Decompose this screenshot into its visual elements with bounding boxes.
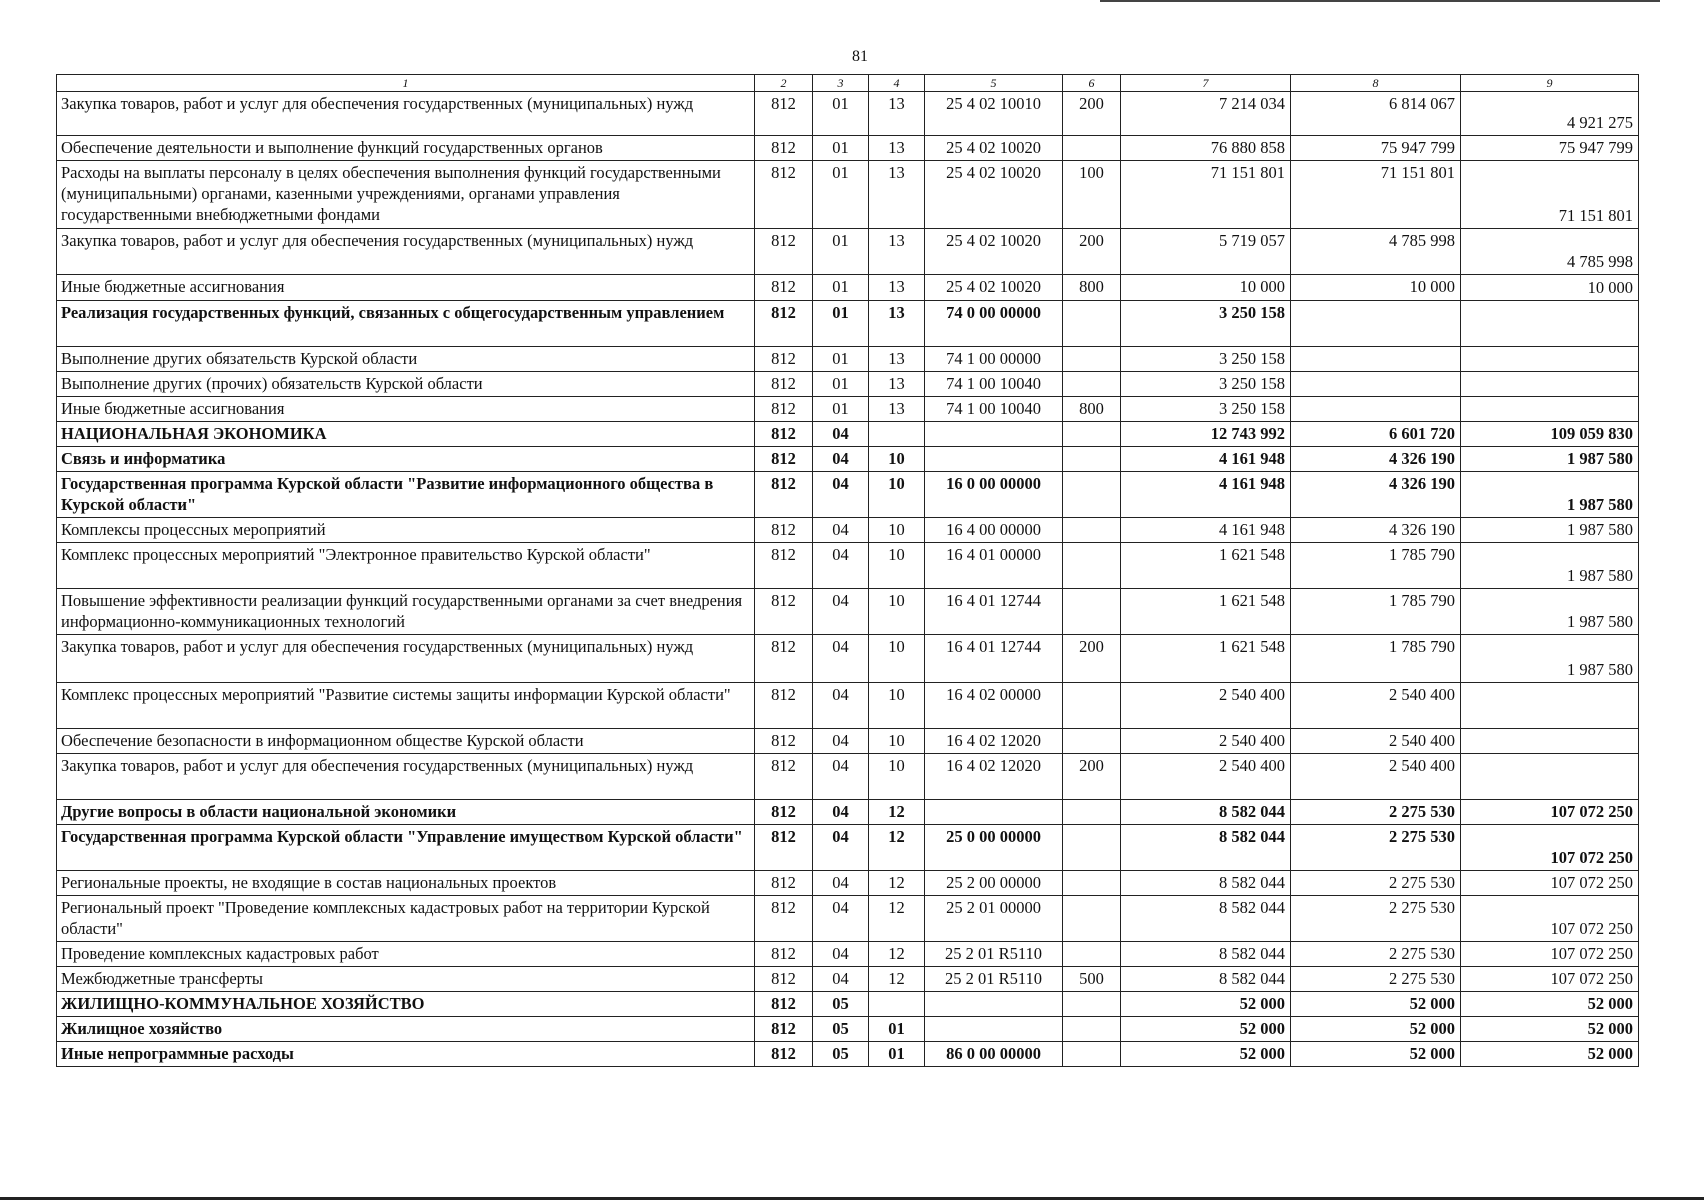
row-name-cell: Выполнение других (прочих) обязательств Курской области xyxy=(57,372,755,397)
subsection-code-cell: 12 xyxy=(869,800,925,825)
subsection-code-cell: 10 xyxy=(869,447,925,472)
column-header: 9 xyxy=(1461,75,1639,92)
column-header: 7 xyxy=(1121,75,1291,92)
expense-type-cell xyxy=(1063,896,1121,942)
expense-type-cell xyxy=(1063,589,1121,635)
amount-col8-cell: 52 000 xyxy=(1291,992,1461,1017)
amount-col7-cell: 2 540 400 xyxy=(1121,683,1291,729)
expense-type-cell xyxy=(1063,992,1121,1017)
target-article-cell: 74 1 00 10040 xyxy=(925,397,1063,422)
table-row xyxy=(57,275,1639,301)
section-code-cell: 04 xyxy=(813,422,869,447)
subsection-code-cell xyxy=(869,422,925,447)
amount-col7-cell: 8 582 044 xyxy=(1121,800,1291,825)
table-row xyxy=(57,871,1639,896)
amount-col8-cell xyxy=(1291,372,1461,397)
section-code-cell: 04 xyxy=(813,635,869,683)
expense-type-cell: 100 xyxy=(1063,161,1121,229)
amount-col8-cell: 2 275 530 xyxy=(1291,896,1461,942)
column-header: 2 xyxy=(755,75,813,92)
amount-col7-cell: 1 621 548 xyxy=(1121,543,1291,589)
row-name-cell: Повышение эффективности реализации функций государственными органами за счет внедрения информационно-коммуникационных технологий xyxy=(57,589,755,635)
target-article-cell: 25 2 01 00000 xyxy=(925,896,1063,942)
admin-code-cell: 812 xyxy=(755,397,813,422)
subsection-code-cell: 10 xyxy=(869,518,925,543)
subsection-code-cell: 10 xyxy=(869,543,925,589)
amount-col8-cell: 2 275 530 xyxy=(1291,871,1461,896)
subsection-code-cell: 13 xyxy=(869,347,925,372)
amount-col9-cell: 4 921 275 xyxy=(1461,92,1639,136)
admin-code-cell: 812 xyxy=(755,683,813,729)
amount-col8-cell xyxy=(1291,397,1461,422)
subsection-code-cell: 13 xyxy=(869,136,925,161)
subsection-code-cell: 13 xyxy=(869,372,925,397)
admin-code-cell: 812 xyxy=(755,1017,813,1042)
section-code-cell: 04 xyxy=(813,683,869,729)
table-row xyxy=(57,967,1639,992)
target-article-cell: 16 0 00 00000 xyxy=(925,472,1063,518)
amount-col8-cell: 2 540 400 xyxy=(1291,683,1461,729)
amount-col7-cell: 8 582 044 xyxy=(1121,896,1291,942)
admin-code-cell: 812 xyxy=(755,229,813,275)
column-header: 5 xyxy=(925,75,1063,92)
row-name-cell: Иные бюджетные ассигнования xyxy=(57,397,755,422)
amount-col8-cell: 52 000 xyxy=(1291,1042,1461,1067)
admin-code-cell: 812 xyxy=(755,347,813,372)
amount-col7-cell: 2 540 400 xyxy=(1121,729,1291,754)
amount-col8-cell: 4 326 190 xyxy=(1291,472,1461,518)
amount-col7-cell: 76 880 858 xyxy=(1121,136,1291,161)
amount-col9-cell: 107 072 250 xyxy=(1461,942,1639,967)
amount-col8-cell: 1 785 790 xyxy=(1291,543,1461,589)
row-name-cell: Жилищное хозяйство xyxy=(57,1017,755,1042)
table-row xyxy=(57,589,1639,635)
target-article-cell: 74 1 00 10040 xyxy=(925,372,1063,397)
row-name-cell: Закупка товаров, работ и услуг для обеспечения государственных (муниципальных) нужд xyxy=(57,754,755,800)
amount-col8-cell: 10 000 xyxy=(1291,275,1461,301)
page-number: 81 xyxy=(852,48,868,65)
section-code-cell: 04 xyxy=(813,754,869,800)
table-row xyxy=(57,136,1639,161)
expense-type-cell xyxy=(1063,372,1121,397)
admin-code-cell: 812 xyxy=(755,942,813,967)
row-name-cell: Обеспечение деятельности и выполнение функций государственных органов xyxy=(57,136,755,161)
row-name-cell: Межбюджетные трансферты xyxy=(57,967,755,992)
amount-col7-cell: 3 250 158 xyxy=(1121,372,1291,397)
admin-code-cell: 812 xyxy=(755,825,813,871)
expense-type-cell xyxy=(1063,136,1121,161)
admin-code-cell: 812 xyxy=(755,543,813,589)
expense-type-cell xyxy=(1063,942,1121,967)
row-name-cell: Государственная программа Курской области "Управление имуществом Курской области" xyxy=(57,825,755,871)
row-name-cell: Иные бюджетные ассигнования xyxy=(57,275,755,301)
section-code-cell: 01 xyxy=(813,275,869,301)
admin-code-cell: 812 xyxy=(755,635,813,683)
section-code-cell: 01 xyxy=(813,372,869,397)
column-header: 8 xyxy=(1291,75,1461,92)
target-article-cell: 16 4 01 00000 xyxy=(925,543,1063,589)
column-header: 6 xyxy=(1063,75,1121,92)
amount-col9-cell: 4 785 998 xyxy=(1461,229,1639,275)
amount-col9-cell: 107 072 250 xyxy=(1461,967,1639,992)
target-article-cell: 74 1 00 00000 xyxy=(925,347,1063,372)
amount-col7-cell: 1 621 548 xyxy=(1121,635,1291,683)
admin-code-cell: 812 xyxy=(755,161,813,229)
target-article-cell xyxy=(925,447,1063,472)
amount-col8-cell: 52 000 xyxy=(1291,1017,1461,1042)
subsection-code-cell: 10 xyxy=(869,635,925,683)
expense-type-cell xyxy=(1063,472,1121,518)
target-article-cell: 16 4 01 12744 xyxy=(925,589,1063,635)
section-code-cell: 05 xyxy=(813,992,869,1017)
row-name-cell: Комплексы процессных мероприятий xyxy=(57,518,755,543)
table-row xyxy=(57,942,1639,967)
amount-col8-cell: 2 275 530 xyxy=(1291,800,1461,825)
admin-code-cell: 812 xyxy=(755,301,813,347)
table-row xyxy=(57,825,1639,871)
section-code-cell: 01 xyxy=(813,397,869,422)
amount-col7-cell: 8 582 044 xyxy=(1121,871,1291,896)
row-name-cell: ЖИЛИЩНО-КОММУНАЛЬНОЕ ХОЗЯЙСТВО xyxy=(57,992,755,1017)
amount-col9-cell: 107 072 250 xyxy=(1461,800,1639,825)
expense-type-cell xyxy=(1063,683,1121,729)
column-header: 1 xyxy=(57,75,755,92)
section-code-cell: 04 xyxy=(813,800,869,825)
expense-type-cell: 800 xyxy=(1063,275,1121,301)
expense-type-cell xyxy=(1063,447,1121,472)
table-row xyxy=(57,683,1639,729)
section-code-cell: 04 xyxy=(813,472,869,518)
expense-type-cell xyxy=(1063,825,1121,871)
row-name-cell: Закупка товаров, работ и услуг для обеспечения государственных (муниципальных) нужд xyxy=(57,92,755,136)
amount-col9-cell: 52 000 xyxy=(1461,1042,1639,1067)
subsection-code-cell: 13 xyxy=(869,301,925,347)
admin-code-cell: 812 xyxy=(755,136,813,161)
expense-type-cell xyxy=(1063,729,1121,754)
table-row xyxy=(57,229,1639,275)
amount-col7-cell: 4 161 948 xyxy=(1121,447,1291,472)
admin-code-cell: 812 xyxy=(755,372,813,397)
expense-type-cell: 200 xyxy=(1063,754,1121,800)
row-name-cell: Комплекс процессных мероприятий "Электронное правительство Курской области" xyxy=(57,543,755,589)
admin-code-cell: 812 xyxy=(755,871,813,896)
admin-code-cell: 812 xyxy=(755,754,813,800)
expense-type-cell xyxy=(1063,422,1121,447)
amount-col9-cell: 107 072 250 xyxy=(1461,871,1639,896)
row-name-cell: Комплекс процессных мероприятий "Развитие системы защиты информации Курской области" xyxy=(57,683,755,729)
amount-col7-cell: 3 250 158 xyxy=(1121,347,1291,372)
table-row xyxy=(57,447,1639,472)
section-code-cell: 05 xyxy=(813,1042,869,1067)
admin-code-cell: 812 xyxy=(755,275,813,301)
amount-col7-cell: 7 214 034 xyxy=(1121,92,1291,136)
table-row xyxy=(57,472,1639,518)
admin-code-cell: 812 xyxy=(755,896,813,942)
admin-code-cell: 812 xyxy=(755,92,813,136)
target-article-cell: 16 4 00 00000 xyxy=(925,518,1063,543)
target-article-cell: 86 0 00 00000 xyxy=(925,1042,1063,1067)
section-code-cell: 04 xyxy=(813,896,869,942)
amount-col7-cell: 1 621 548 xyxy=(1121,589,1291,635)
expense-type-cell xyxy=(1063,347,1121,372)
amount-col8-cell: 2 540 400 xyxy=(1291,729,1461,754)
subsection-code-cell: 10 xyxy=(869,729,925,754)
subsection-code-cell: 13 xyxy=(869,275,925,301)
amount-col9-cell: 1 987 580 xyxy=(1461,472,1639,518)
section-code-cell: 01 xyxy=(813,301,869,347)
section-code-cell: 05 xyxy=(813,1017,869,1042)
amount-col9-cell: 107 072 250 xyxy=(1461,825,1639,871)
amount-col9-cell: 1 987 580 xyxy=(1461,543,1639,589)
amount-col9-cell: 75 947 799 xyxy=(1461,136,1639,161)
budget-table xyxy=(56,74,1639,1067)
amount-col8-cell: 6 814 067 xyxy=(1291,92,1461,136)
amount-col8-cell xyxy=(1291,347,1461,372)
row-name-cell: Выполнение других обязательств Курской области xyxy=(57,347,755,372)
row-name-cell: Реализация государственных функций, связанных с общегосударственным управлением xyxy=(57,301,755,347)
subsection-code-cell: 10 xyxy=(869,472,925,518)
amount-col8-cell: 75 947 799 xyxy=(1291,136,1461,161)
table-row xyxy=(57,301,1639,347)
subsection-code-cell: 01 xyxy=(869,1017,925,1042)
amount-col7-cell: 12 743 992 xyxy=(1121,422,1291,447)
row-name-cell: Связь и информатика xyxy=(57,447,755,472)
row-name-cell: Закупка товаров, работ и услуг для обеспечения государственных (муниципальных) нужд xyxy=(57,229,755,275)
column-header: 4 xyxy=(869,75,925,92)
target-article-cell xyxy=(925,992,1063,1017)
subsection-code-cell: 13 xyxy=(869,397,925,422)
expense-type-cell xyxy=(1063,1042,1121,1067)
row-name-cell: Расходы на выплаты персоналу в целях обеспечения выполнения функций государственными (муниципальными) органами, казенными учреждениями, органами управления государственными внебюджетными фондами xyxy=(57,161,755,229)
amount-col7-cell: 10 000 xyxy=(1121,275,1291,301)
section-code-cell: 01 xyxy=(813,136,869,161)
subsection-code-cell: 12 xyxy=(869,942,925,967)
admin-code-cell: 812 xyxy=(755,472,813,518)
expense-type-cell: 800 xyxy=(1063,397,1121,422)
amount-col9-cell: 52 000 xyxy=(1461,992,1639,1017)
table-row xyxy=(57,372,1639,397)
amount-col9-cell: 71 151 801 xyxy=(1461,161,1639,229)
admin-code-cell: 812 xyxy=(755,1042,813,1067)
subsection-code-cell: 10 xyxy=(869,589,925,635)
row-name-cell: Обеспечение безопасности в информационном обществе Курской области xyxy=(57,729,755,754)
target-article-cell: 25 2 01 R5110 xyxy=(925,942,1063,967)
amount-col7-cell: 8 582 044 xyxy=(1121,825,1291,871)
target-article-cell: 74 0 00 00000 xyxy=(925,301,1063,347)
table-row xyxy=(57,161,1639,229)
amount-col9-cell: 1 987 580 xyxy=(1461,635,1639,683)
amount-col7-cell: 71 151 801 xyxy=(1121,161,1291,229)
column-header-row xyxy=(57,75,1639,92)
table-row xyxy=(57,800,1639,825)
admin-code-cell: 812 xyxy=(755,518,813,543)
section-code-cell: 01 xyxy=(813,229,869,275)
subsection-code-cell: 10 xyxy=(869,754,925,800)
section-code-cell: 04 xyxy=(813,942,869,967)
section-code-cell: 04 xyxy=(813,729,869,754)
amount-col9-cell xyxy=(1461,729,1639,754)
target-article-cell xyxy=(925,800,1063,825)
table-row xyxy=(57,422,1639,447)
expense-type-cell xyxy=(1063,1017,1121,1042)
section-code-cell: 01 xyxy=(813,92,869,136)
admin-code-cell: 812 xyxy=(755,447,813,472)
admin-code-cell: 812 xyxy=(755,967,813,992)
amount-col7-cell: 52 000 xyxy=(1121,1017,1291,1042)
amount-col7-cell: 3 250 158 xyxy=(1121,397,1291,422)
subsection-code-cell xyxy=(869,992,925,1017)
amount-col8-cell: 1 785 790 xyxy=(1291,589,1461,635)
row-name-cell: Региональный проект "Проведение комплексных кадастровых работ на территории Курской области" xyxy=(57,896,755,942)
subsection-code-cell: 13 xyxy=(869,229,925,275)
amount-col8-cell: 4 326 190 xyxy=(1291,447,1461,472)
amount-col7-cell: 4 161 948 xyxy=(1121,518,1291,543)
expense-type-cell xyxy=(1063,543,1121,589)
target-article-cell: 25 4 02 10010 xyxy=(925,92,1063,136)
subsection-code-cell: 13 xyxy=(869,92,925,136)
table-row xyxy=(57,92,1639,136)
row-name-cell: Региональные проекты, не входящие в состав национальных проектов xyxy=(57,871,755,896)
table-row xyxy=(57,754,1639,800)
table-body xyxy=(57,75,1639,1067)
amount-col8-cell: 2 540 400 xyxy=(1291,754,1461,800)
expense-type-cell: 200 xyxy=(1063,635,1121,683)
table-row xyxy=(57,635,1639,683)
subsection-code-cell: 10 xyxy=(869,683,925,729)
section-code-cell: 04 xyxy=(813,518,869,543)
amount-col8-cell: 6 601 720 xyxy=(1291,422,1461,447)
table-row xyxy=(57,347,1639,372)
target-article-cell xyxy=(925,422,1063,447)
row-name-cell: Государственная программа Курской области "Развитие информационного общества в Курской области" xyxy=(57,472,755,518)
row-name-cell: Иные непрограммные расходы xyxy=(57,1042,755,1067)
table-row xyxy=(57,896,1639,942)
target-article-cell: 25 4 02 10020 xyxy=(925,275,1063,301)
subsection-code-cell: 13 xyxy=(869,161,925,229)
amount-col8-cell: 2 275 530 xyxy=(1291,825,1461,871)
subsection-code-cell: 12 xyxy=(869,825,925,871)
admin-code-cell: 812 xyxy=(755,589,813,635)
amount-col7-cell: 8 582 044 xyxy=(1121,942,1291,967)
expense-type-cell xyxy=(1063,800,1121,825)
expense-type-cell xyxy=(1063,518,1121,543)
table-row xyxy=(57,729,1639,754)
target-article-cell xyxy=(925,1017,1063,1042)
amount-col8-cell: 1 785 790 xyxy=(1291,635,1461,683)
amount-col9-cell xyxy=(1461,683,1639,729)
amount-col9-cell xyxy=(1461,301,1639,347)
amount-col8-cell xyxy=(1291,301,1461,347)
amount-col7-cell: 8 582 044 xyxy=(1121,967,1291,992)
subsection-code-cell: 12 xyxy=(869,896,925,942)
expense-type-cell: 200 xyxy=(1063,229,1121,275)
amount-col7-cell: 52 000 xyxy=(1121,992,1291,1017)
expense-type-cell xyxy=(1063,301,1121,347)
section-code-cell: 04 xyxy=(813,967,869,992)
table-row xyxy=(57,1042,1639,1067)
admin-code-cell: 812 xyxy=(755,992,813,1017)
target-article-cell: 25 2 00 00000 xyxy=(925,871,1063,896)
target-article-cell: 25 4 02 10020 xyxy=(925,161,1063,229)
amount-col9-cell xyxy=(1461,754,1639,800)
table-row xyxy=(57,518,1639,543)
target-article-cell: 25 2 01 R5110 xyxy=(925,967,1063,992)
amount-col9-cell: 107 072 250 xyxy=(1461,896,1639,942)
section-code-cell: 04 xyxy=(813,825,869,871)
target-article-cell: 16 4 01 12744 xyxy=(925,635,1063,683)
amount-col8-cell: 2 275 530 xyxy=(1291,942,1461,967)
table-row xyxy=(57,397,1639,422)
expense-type-cell xyxy=(1063,871,1121,896)
amount-col8-cell: 4 785 998 xyxy=(1291,229,1461,275)
scan-edge-top xyxy=(1100,0,1660,2)
amount-col8-cell: 71 151 801 xyxy=(1291,161,1461,229)
amount-col8-cell: 2 275 530 xyxy=(1291,967,1461,992)
amount-col7-cell: 3 250 158 xyxy=(1121,301,1291,347)
table-row xyxy=(57,543,1639,589)
amount-col7-cell: 52 000 xyxy=(1121,1042,1291,1067)
subsection-code-cell: 12 xyxy=(869,871,925,896)
amount-col7-cell: 5 719 057 xyxy=(1121,229,1291,275)
admin-code-cell: 812 xyxy=(755,422,813,447)
section-code-cell: 04 xyxy=(813,871,869,896)
amount-col9-cell xyxy=(1461,372,1639,397)
section-code-cell: 01 xyxy=(813,347,869,372)
target-article-cell: 16 4 02 12020 xyxy=(925,754,1063,800)
amount-col9-cell xyxy=(1461,347,1639,372)
section-code-cell: 04 xyxy=(813,447,869,472)
amount-col9-cell: 1 987 580 xyxy=(1461,447,1639,472)
target-article-cell: 25 4 02 10020 xyxy=(925,229,1063,275)
expense-type-cell: 500 xyxy=(1063,967,1121,992)
target-article-cell: 25 0 00 00000 xyxy=(925,825,1063,871)
amount-col9-cell xyxy=(1461,397,1639,422)
subsection-code-cell: 12 xyxy=(869,967,925,992)
amount-col9-cell: 10 000 xyxy=(1461,275,1639,301)
section-code-cell: 04 xyxy=(813,589,869,635)
row-name-cell: Закупка товаров, работ и услуг для обеспечения государственных (муниципальных) нужд xyxy=(57,635,755,683)
amount-col9-cell: 1 987 580 xyxy=(1461,518,1639,543)
section-code-cell: 04 xyxy=(813,543,869,589)
amount-col7-cell: 4 161 948 xyxy=(1121,472,1291,518)
amount-col9-cell: 109 059 830 xyxy=(1461,422,1639,447)
admin-code-cell: 812 xyxy=(755,800,813,825)
target-article-cell: 16 4 02 12020 xyxy=(925,729,1063,754)
row-name-cell: Проведение комплексных кадастровых работ xyxy=(57,942,755,967)
amount-col8-cell: 4 326 190 xyxy=(1291,518,1461,543)
admin-code-cell: 812 xyxy=(755,729,813,754)
target-article-cell: 25 4 02 10020 xyxy=(925,136,1063,161)
amount-col9-cell: 1 987 580 xyxy=(1461,589,1639,635)
row-name-cell: НАЦИОНАЛЬНАЯ ЭКОНОМИКА xyxy=(57,422,755,447)
expense-type-cell: 200 xyxy=(1063,92,1121,136)
row-name-cell: Другие вопросы в области национальной экономики xyxy=(57,800,755,825)
table-row xyxy=(57,992,1639,1017)
amount-col7-cell: 2 540 400 xyxy=(1121,754,1291,800)
column-header: 3 xyxy=(813,75,869,92)
section-code-cell: 01 xyxy=(813,161,869,229)
amount-col9-cell: 52 000 xyxy=(1461,1017,1639,1042)
target-article-cell: 16 4 02 00000 xyxy=(925,683,1063,729)
subsection-code-cell: 01 xyxy=(869,1042,925,1067)
table-row xyxy=(57,1017,1639,1042)
